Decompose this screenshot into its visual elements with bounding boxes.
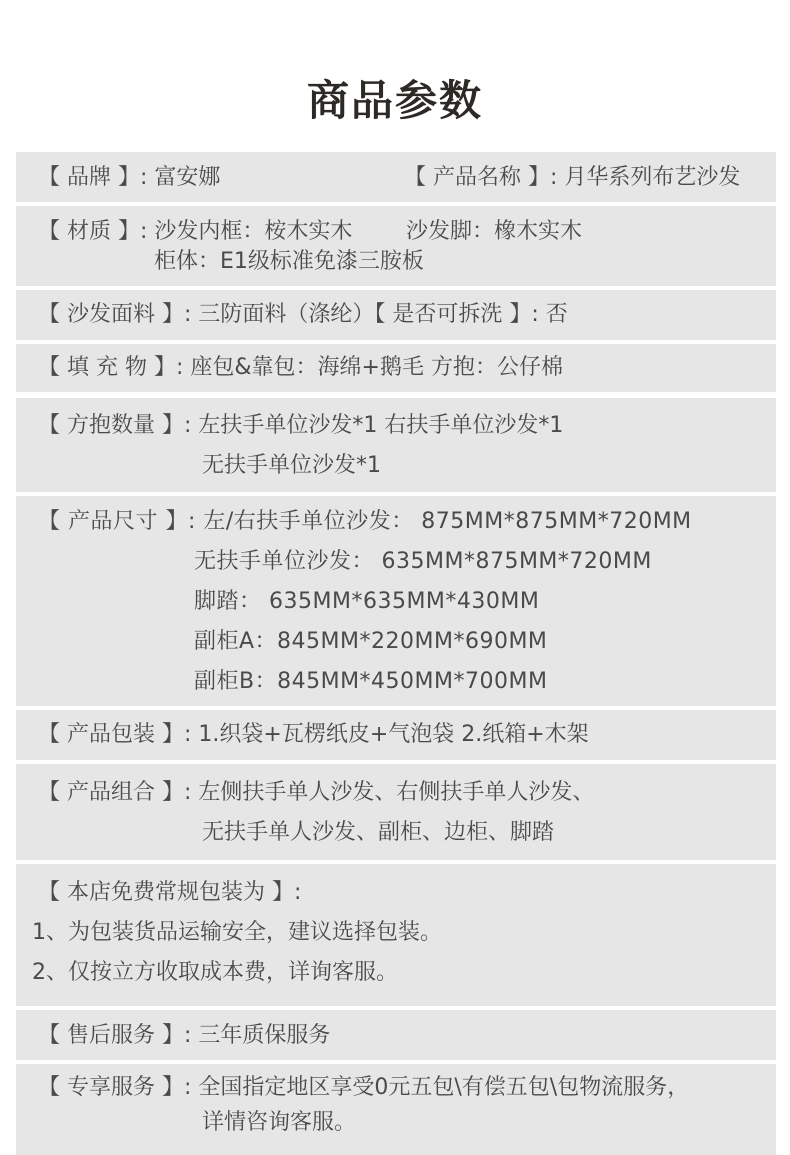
size-line-2: 无扶手单位沙发： 635MM*875MM*720MM (194, 549, 652, 574)
pillow-line-1: 【 方抱数量 】: 左扶手单位沙发*1 右扶手单位沙发*1 (38, 413, 564, 438)
material-line-2: 柜体：E1级标准免漆三胺板 (154, 249, 424, 274)
after-sales-row (16, 1010, 776, 1060)
filling-line: 【 填 充 物 】: 座包&靠包：海绵+鹅毛 方抱：公仔棉 (38, 355, 563, 380)
filling-row (16, 344, 776, 392)
packing-line: 【 产品包装 】: 1.织袋+瓦楞纸皮+气泡袋 2.纸箱+木架 (38, 722, 589, 747)
fabric-line: 【 沙发面料 】: 三防面料（涤纶）【 是否可拆洗 】: 否 (38, 302, 568, 327)
free-packing-line-1: 1、为包装货品运输安全，建议选择包装。 (32, 920, 442, 945)
material-row (16, 206, 776, 286)
free-packing-title: 【 本店免费常规包装为 】: (38, 880, 302, 905)
after-sales-line: 【 售后服务 】: 三年质保服务 (38, 1023, 331, 1048)
free-packing-line-2: 2、仅按立方收取成本费，详询客服。 (32, 960, 398, 985)
packing-row (16, 710, 776, 760)
size-line-1: 【 产品尺寸 】: 左/右扶手单位沙发： 875MM*875MM*720MM (38, 509, 692, 534)
page-title: 商品参数 (306, 76, 483, 125)
fabric-row (16, 290, 776, 340)
pillow-row (16, 398, 776, 492)
combo-row (16, 764, 776, 860)
size-line-4: 副柜A：845MM*220MM*690MM (194, 629, 548, 654)
brand-row (16, 152, 776, 202)
combo-line-2: 无扶手单人沙发、副柜、边柜、脚踏 (202, 820, 555, 845)
exclusive-line-1: 【 专享服务 】: 全国指定地区享受0元五包\有偿五包\包物流服务， (38, 1075, 690, 1100)
size-line-5: 副柜B：845MM*450MM*700MM (194, 669, 548, 694)
free-packing-row (16, 864, 776, 1006)
size-line-3: 脚踏： 635MM*635MM*430MM (194, 589, 540, 614)
exclusive-service-row (16, 1064, 776, 1155)
material-line-1b: 沙发脚：橡木实木 (406, 219, 583, 244)
material-line-1: 【 材质 】: 沙发内框：桉木实木 (38, 219, 353, 244)
brand-label: 【 品牌 】: 富安娜 (38, 165, 221, 190)
product-name-label: 【 产品名称 】: 月华系列布艺沙发 (404, 165, 741, 190)
combo-line-1: 【 产品组合 】: 左侧扶手单人沙发、右侧扶手单人沙发、 (38, 780, 595, 805)
pillow-line-2: 无扶手单位沙发*1 (202, 453, 381, 478)
size-row (16, 496, 776, 706)
exclusive-line-2: 详情咨询客服。 (202, 1110, 357, 1135)
